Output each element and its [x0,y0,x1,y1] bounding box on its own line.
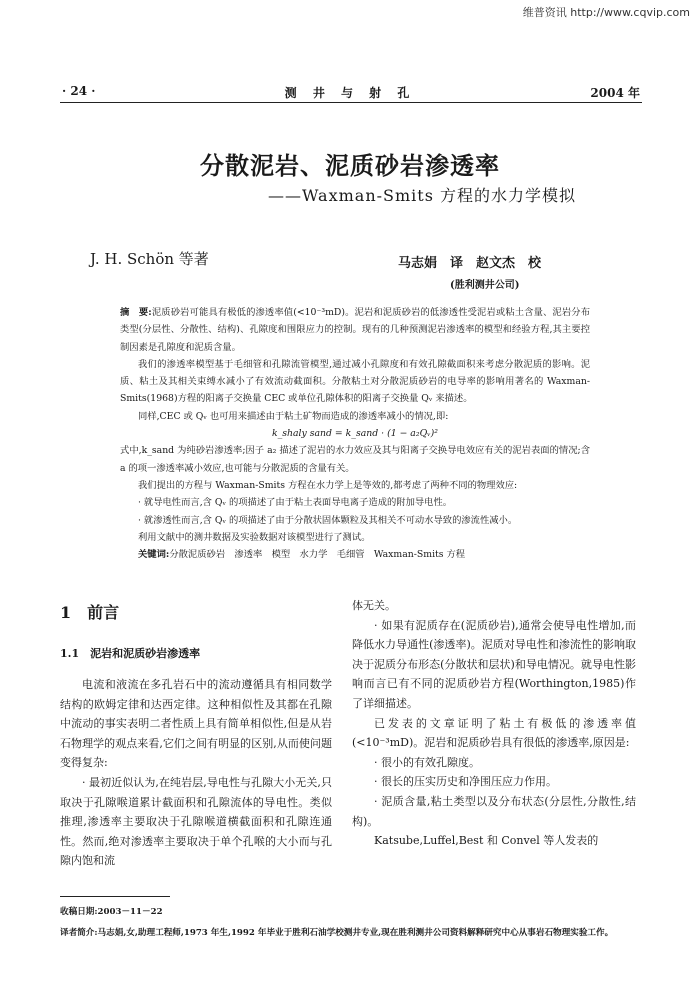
abstract-p5: 我们提出的方程与 Waxman-Smits 方程在水力学上是等效的,都考虑了两种不同的物理效应: [138,479,518,491]
body-paragraph: Katsube,Luffel,Best 和 Convel 等人发表的 [374,834,599,848]
keywords [120,546,590,563]
subsection-title: 1.1 泥岩和泥质砂岩渗透率 [60,647,201,660]
abstract-p2: 我们的渗透率模型基于毛细管和孔隙流管模型,通过减小孔隙度和有效孔隙截面积来考虑分散泥质的影响。泥质、粘土及其相关束缚水减小了有效流动截面积。分散粘土对分散泥质砂岩的电导率的影响用著名的 Waxman-Smits(1968)方程的阳离子交换量 CEC 或单位孔隙体积的阳离子交换量 Qᵥ 来描述。 [120,358,590,405]
section-title: 1 前言 [60,603,120,622]
body-paragraph: · 最初近似认为,在纯岩层,导电性与孔隙大小无关,只取决于孔隙喉道累计截面积和孔隙流体的导电性。类似推理,渗透率主要取决于孔隙喉道横截面积和孔隙连通性。然而,绝对渗透率主要取决于单个孔喉的大小而与孔隙内饱和流 [60,775,332,868]
right-column [352,596,636,851]
translator-bio: 译者简介:马志娟,女,助理工程师,1973 年生,1992 年毕业于胜利石油学校测井专业,现在胜利测井公司资料解释研究中心从事岩石物理实验工作。 [60,928,614,938]
author: J. H. Schön 等著 [90,250,209,268]
keywords-label: 关键词: [138,549,170,561]
issue-year: 2004 年 [590,86,640,100]
list-item: · 很长的压实历史和净围压应力作用。 [374,775,557,789]
keywords-text: 分散泥质砂岩 渗透率 模型 水力学 毛细管 Waxman-Smits 方程 [169,549,466,561]
abstract-p1 [120,304,590,356]
body-paragraph: 电流和液流在多孔岩石中的流动遵循具有相同数学结构的欧姆定律和达西定律。这种相似性及其都在孔隙中流动的事实表明二者性质上具有简单相似性,但是从岩石物理学的观点来看,它们之间有明显的区别,从而使问题变得复杂: [60,678,332,770]
watermark: 维普资讯 http://www.cqvip.com [522,6,690,19]
journal-name: 测 井 与 射 孔 [284,86,416,100]
abstract-p3: 同样,CEC 或 Qᵥ 也可用来描述由于粘土矿物而造成的渗透率减小的情况,即: [138,410,449,422]
abstract-bullet-2: · 就渗透性而言,含 Qᵥ 的项描述了由于分散状固体颗粒及其相关不可动水导致的渗流性减小。 [138,514,518,526]
list-item: · 泥质含量,粘土类型以及分布状态(分层性,分散性,结构)。 [352,794,636,828]
page-number: · 24 · [62,84,96,98]
affiliation: (胜利测井公司) [450,280,520,291]
article-subtitle: ——Waxman-Smits 方程的水力学模拟 [268,186,577,205]
list-item: · 很小的有效孔隙度。 [374,755,480,769]
abstract-bullet-1: · 就导电性而言,含 Qᵥ 的项描述了由于粘土表面导电离子造成的附加导电性。 [138,497,453,509]
abstract [120,304,590,563]
abstract-p1-text: 泥质砂岩可能具有极低的渗透率值(<10⁻³mD)。泥岩和泥质砂岩的低渗透性受泥岩或粘土含量、泥岩分布类型(分层性、分散性、结构)、孔隙度和围限应力的控制。现有的几种预测泥岩渗透率的模型和经验方程,其主要控制因素是孔隙度和泥质含量。 [120,307,591,353]
footnote-rule [60,896,170,897]
body-paragraph: 已发表的文章证明了粘土有极低的渗透率值(<10⁻³mD)。泥岩和泥质砂岩具有很低的渗透率,原因是: [352,716,636,750]
received-date: 收稿日期:2003－11－22 [60,907,163,917]
left-column [60,600,332,871]
abstract-label: 摘 要: [120,307,152,318]
abstract-p4: 式中,k_sand 为纯砂岩渗透率;因子 a₂ 描述了泥岩的水力效应及其与阳离子交换导电效应有关的泥岩表面的情况;含 a 的项一渗透率减小效应,也可能与分散泥质的含量有关。 [120,445,590,474]
permeability-formula: k_shaly sand = k_sand · (1 − a₂Qᵥ)² [271,428,439,440]
article-title: 分散泥岩、泥质砂岩渗透率 [200,151,500,180]
header-rule [60,102,642,103]
translator-line: 马志娟 译 赵文杰 校 [398,256,542,271]
body-paragraph: 体无关。 [352,599,396,612]
body-paragraph: · 如果有泥质存在(泥质砂岩),通常会使导电性增加,而降低水力导通性(渗透率)。泥质对导电性和渗流性的影响取决于泥质分布形态(分散状和层状)和导电情况。就导电性影响而言已有不同的泥质砂岩方程(Worthington,1985)作了详细描述。 [352,618,636,710]
abstract-p6: 利用文献中的测井数据及实验数据对该模型进行了测试。 [138,531,371,543]
